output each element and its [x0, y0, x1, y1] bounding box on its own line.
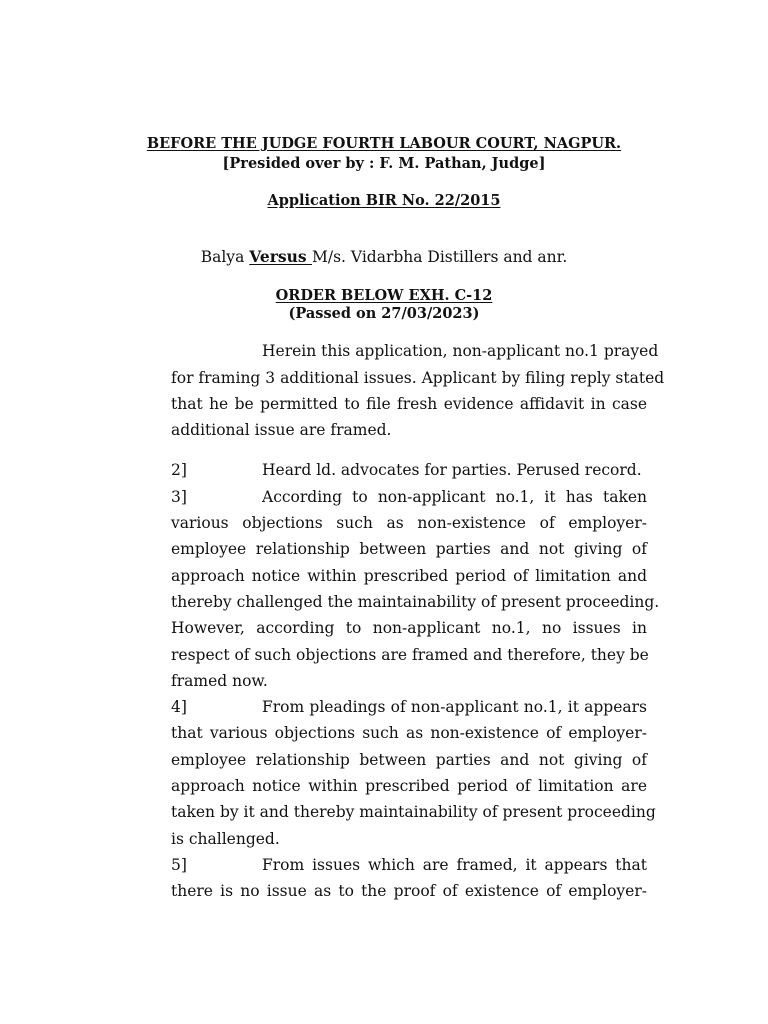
para3-line: 3] According to non-applicant no.1, it has taken: [171, 488, 647, 506]
para2-line: 2] Heard ld. advocates for parties. Perused record.: [171, 461, 642, 479]
para4-number: 4]: [171, 698, 187, 716]
para2-number: 2]: [171, 461, 187, 479]
para1-line: Herein this application, non-applicant no.1 prayed: [262, 342, 659, 360]
order-passed-date: (Passed on 27/03/2023): [288, 305, 480, 322]
para1-line: additional issue are framed.: [171, 421, 392, 439]
application-number: Application BIR No. 22/2015: [267, 192, 501, 209]
para3-line: framed now.: [171, 672, 268, 690]
para1-line: for framing 3 additional issues. Applicant by filing reply stated: [171, 369, 665, 387]
para1-line: that he be permitted to file fresh evidence affidavit in case: [171, 395, 647, 413]
respondent-name: M/s. Vidarbha Distillers and anr.: [312, 248, 568, 266]
para4-line: that various objections such as non-existence of employer-: [171, 724, 647, 742]
para5-line: there is no issue as to the proof of existence of employer-: [171, 882, 647, 900]
para3-line: respect of such objections are framed and therefore, they be: [171, 646, 649, 664]
para4-line: employee relationship between parties and not giving of: [171, 751, 647, 769]
para3-line: However, according to non-applicant no.1, no issues in: [171, 619, 647, 637]
para5-number: 5]: [171, 856, 187, 874]
para4-line: taken by it and thereby maintainability of present proceeding: [171, 803, 656, 821]
para4-line: 4] From pleadings of non-applicant no.1, it appears: [171, 698, 647, 716]
para5-line: 5] From issues which are framed, it appears that: [171, 856, 647, 874]
applicant-name: Balya: [200, 248, 245, 266]
para3-number: 3]: [171, 488, 187, 506]
para3-line: approach notice within prescribed period of limitation and: [171, 567, 647, 585]
versus-label: Versus: [249, 247, 312, 266]
court-heading: BEFORE THE JUDGE FOURTH LABOUR COURT, NAGPUR.: [146, 135, 622, 152]
para4-line: approach notice within prescribed period of limitation are: [171, 777, 647, 795]
para3-line: employee relationship between parties and not giving of: [171, 540, 647, 558]
parties-line: [0, 247, 768, 266]
para3-line: various objections such as non-existence of employer-: [171, 514, 647, 532]
presided-over: [Presided over by : F. M. Pathan, Judge]: [222, 155, 546, 172]
para3-line: thereby challenged the maintainability of present proceeding.: [171, 593, 660, 611]
para4-line: is challenged.: [171, 830, 280, 848]
order-title: ORDER BELOW EXH. C-12: [275, 287, 493, 304]
